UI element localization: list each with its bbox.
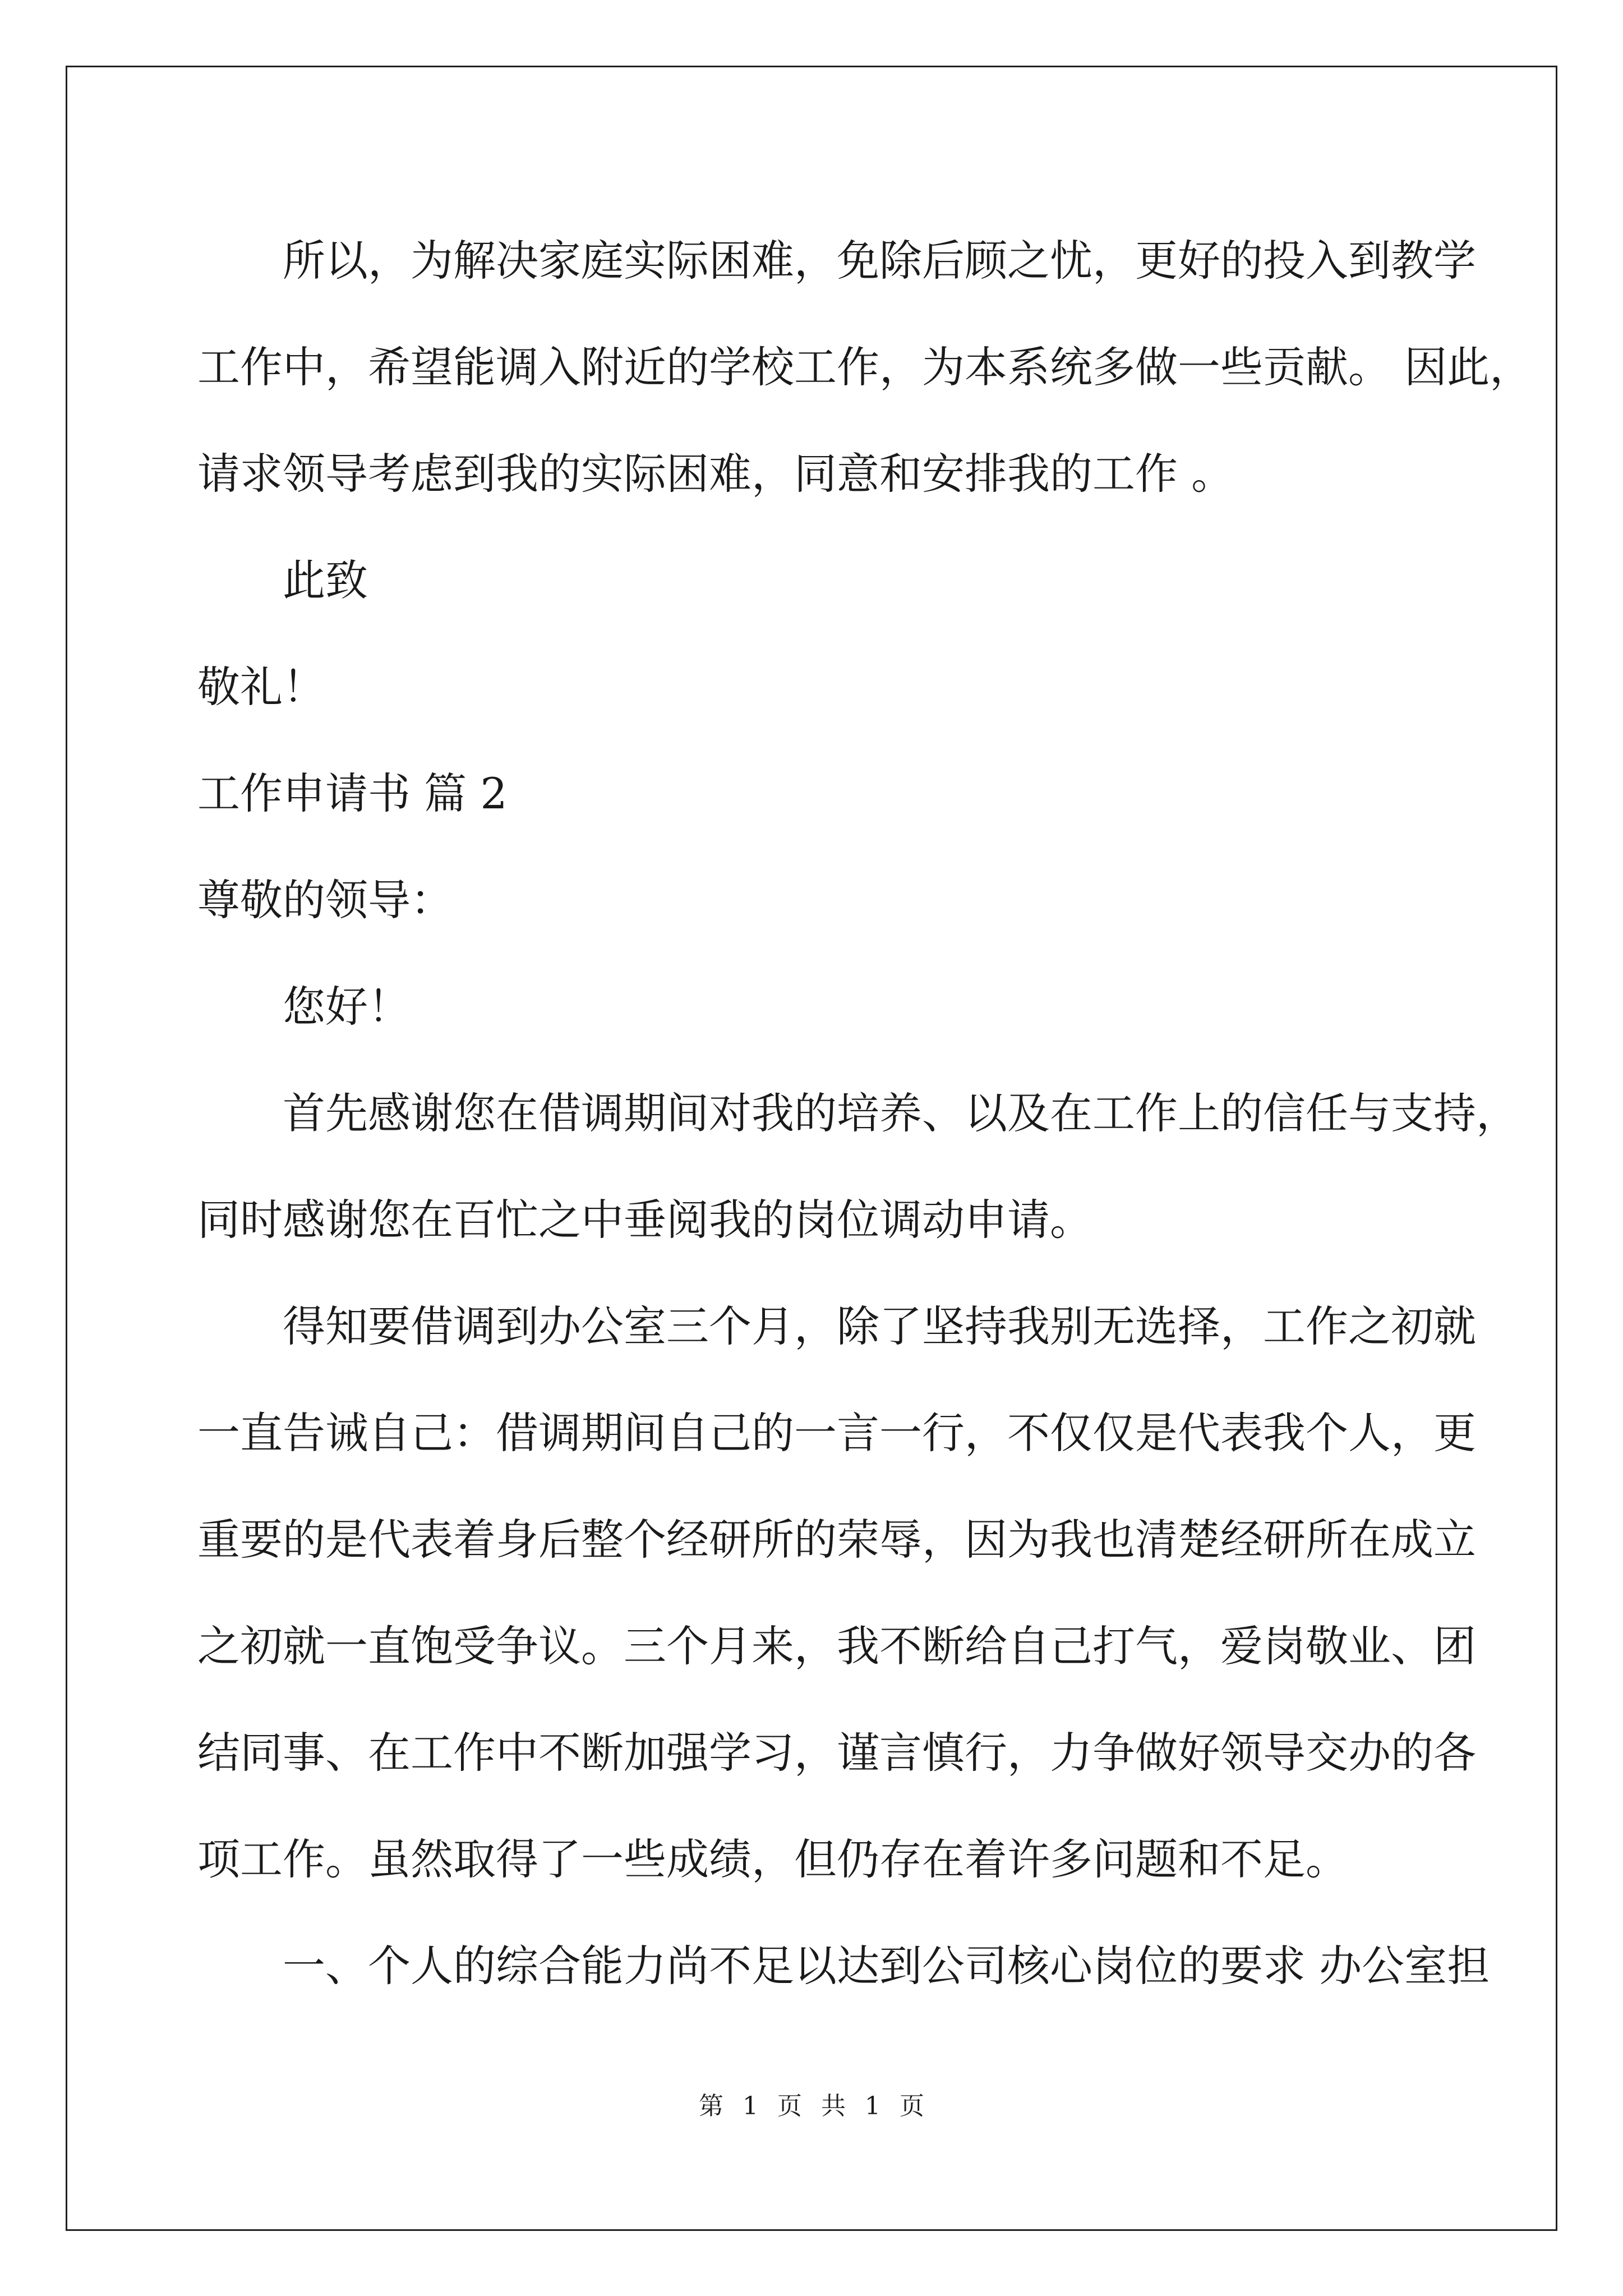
text-line: 结同事、在工作中不断加强学习，谨言慎行，力争做好领导交办的各 [197,1728,1476,1778]
greeting: 您好！ [283,982,411,1032]
document-body [197,208,1533,2019]
text-line: 首先感谢您在借调期间对我的培养、以及在工作上的信任与支持， [283,1088,1519,1138]
text-line: 之初就一直饱受争议。三个月来，我不断给自己打气，爱岗敬业、团 [197,1621,1476,1671]
text-line: 工作中，希望能调入附近的学校工作，为本系统多做一些贡献。 因此， [197,342,1533,392]
closing-salutation: 此致 [283,555,368,605]
greeting-addressee: 尊敬的领导： [197,875,453,925]
text-line: 一、个人的综合能力尚不足以达到公司核心岗位的要求 办公室担 [283,1941,1490,1991]
page-footer: 第 1 页 共 1 页 [699,2092,924,2120]
text-line: 重要的是代表着身后整个经研所的荣辱，因为我也清楚经研所在成立 [197,1515,1476,1565]
text-line: 请求领导考虑到我的实际困难，同意和安排我的工作 。 [197,449,1234,499]
text-line: 一直告诫自己：借调期间自己的一言一行，不仅仅是代表我个人，更 [197,1408,1476,1458]
text-line: 所以，为解决家庭实际困难，免除后顾之忧，更好的投入到教学 [283,236,1476,286]
section-heading: 工作申请书 篇 2 [197,769,508,818]
closing-regards: 敬礼！ [197,662,325,712]
text-line: 得知要借调到办公室三个月，除了坚持我别无选择，工作之初就 [283,1301,1476,1351]
text-line: 项工作。虽然取得了一些成绩，但仍存在着许多问题和不足。 [197,1834,1348,1884]
text-line: 同时感谢您在百忙之中垂阅我的岗位调动申请。 [197,1195,1092,1245]
